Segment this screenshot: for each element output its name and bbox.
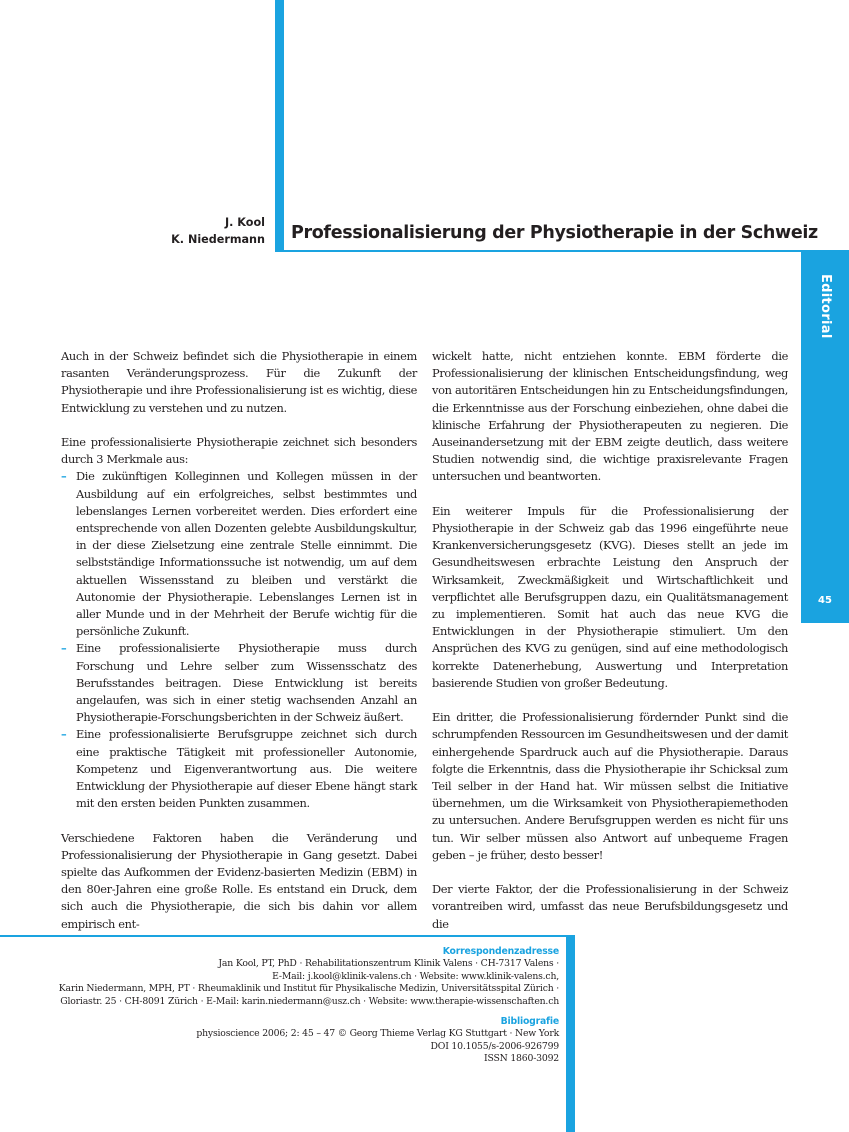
page-number: 45 <box>818 595 832 606</box>
dash-bullet-icon: – <box>61 727 67 742</box>
paragraph: Der vierte Faktor, der die Professionalisierung in der Schweiz vorantreiben wird, umfasst das neue Berufsbildungsgesetz und die <box>432 882 788 931</box>
paragraph: Eine professionalisierte Physiotherapie zeichnet sich besonders durch 3 Merkmale aus: <box>61 435 417 467</box>
list-item-text: Eine professionalisierte Berufsgruppe zeichnet sich durch eine praktische Tätigkeit mit professioneller Autonomie, Kompetenz und Eigenverantwortung aus. Die weitere Entwicklung der Physiotherapie auf dieser Ebene hängt stark mit den ersten beiden Punkten zusammen. <box>76 727 417 811</box>
author-name: K. Niedermann <box>171 233 265 246</box>
bibliography-line: DOI 10.1055/s-2006-926799 <box>430 1040 559 1052</box>
bullet-list <box>61 468 417 812</box>
bottom-vertical-accent-bar <box>566 935 575 1132</box>
paragraph: Verschiedene Faktoren haben die Veränderung und Professionalisierung der Physiotherapie in Gang gesetzt. Dabei spielte das Aufkommen der Evidenz-basierten Medizin (EBM) in den 80er-Jahren eine große Rolle. Es entstand ein Druck, dem sich auch die Physiotherapie, die sich bis dahin vor allem empirisch ent- <box>61 830 417 931</box>
top-vertical-accent-bar <box>275 0 284 252</box>
list-item <box>61 468 417 640</box>
author-name: J. Kool <box>225 216 265 229</box>
footer-info <box>40 946 559 1066</box>
correspondence-line: Gloriastr. 25 · CH-8091 Zürich · E-Mail: karin.niedermann@usz.ch · Website: www.therapie-wissenschaften.ch <box>60 995 559 1007</box>
list-item-text: Eine professionalisierte Physiotherapie muss durch Forschung und Lehre selber zum Wissensschatz des Berufsstandes beitragen. Diese Entwicklung ist bereits angelaufen, was sich in einer stetig wachsenden Anzahl an Physiotherapie-Forschungsberichten in der Schweiz äußert. <box>76 641 417 725</box>
correspondence-heading: Korrespondenzadresse <box>442 946 559 957</box>
bibliography-heading: Bibliografie <box>500 1016 559 1028</box>
paragraph: Ein weiterer Impuls für die Professionalisierung der Physiotherapie in der Schweiz gab das 1996 eingeführte neue Krankenversicherungsgesetz (KVG). Dieses stellt an jede im Gesundheitswesen erbrachte Leistung den Anspruch der Wirksamkeit, Zweckmäßigkeit und Wirtschaftlichkeit und verpflichtet alle Berufsgruppen dazu, ein Qualitätsmanagement zu implementieren. Somit hat auch das neue KVG die Entwicklungen in der Physiotherapie stimuliert. Um den Ansprüchen des KVG zu genügen, sind auf eine methodologisch korrekte Datenerhebung, Auswertung und Interpretation basierende Studien von großer Bedeutung. <box>432 503 788 690</box>
bibliography-line: ISSN 1860-3092 <box>484 1053 559 1065</box>
correspondence-line: E-Mail: j.kool@klinik-valens.ch · Website: www.klinik-valens.ch, <box>272 970 559 982</box>
correspondence-line: Jan Kool, PT, PhD · Rehabilitationszentrum Klinik Valens · CH-7317 Valens · <box>218 958 559 970</box>
paragraph: Auch in der Schweiz befindet sich die Physiotherapie in einem rasanten Veränderungsprozess. Für die Zukunft der Physiotherapie und ihre Professionalisierung ist es wichtig, diese Entwicklung zu verstehen und zu nutzen. <box>61 349 417 415</box>
article-title: Professionalisierung der Physiotherapie in der Schweiz <box>291 223 818 243</box>
list-item <box>61 640 417 726</box>
list-item-text: Die zukünftigen Kolleginnen und Kollegen müssen in der Ausbildung auf ein erfolgreiches, selbst bestimmtes und lebenslanges Lernen vorbereitet werden. Dies erfordert eine entsprechende von allen Dozenten gelebte Ausbildungskultur, in der diese Zielsetzung eine zentrale Stelle einnimmt. Die selbstständige Informationssuche ist notwendig, um auf dem aktuellen Wissensstand zu bleiben und verstärkt die Autonomie der Physiotherapie. Lebenslanges Lernen ist in aller Munde und in der Mehrheit der Berufe wichtig für die persönliche Zukunft. <box>76 469 417 639</box>
right-text-column <box>432 348 788 950</box>
list-item <box>61 726 417 812</box>
section-label: Editorial <box>818 274 833 339</box>
dash-bullet-icon: – <box>61 641 67 656</box>
section-tab <box>801 252 849 623</box>
author-list <box>171 214 265 248</box>
header-rule <box>275 250 849 252</box>
dash-bullet-icon: – <box>61 469 67 484</box>
left-text-column <box>61 348 417 950</box>
paragraph: wickelt hatte, nicht entziehen konnte. EBM förderte die Professionalisierung der klinischen Entscheidungsfindung, weg von autoritären Entscheidungen hin zu Entscheidungsfindungen, die Erkenntnisse aus der Forschung einbeziehen, ohne dabei die klinische Erfahrung der Physiotherapeuten zu negieren. Die Auseinandersetzung mit der EBM zeigte deutlich, dass weitere Studien notwendig sind, die wichtige praxisrelevante Fragen untersuchen und beantworten. <box>432 349 788 484</box>
bibliography-line: physioscience 2006; 2: 45 – 47 © Georg Thieme Verlag KG Stuttgart · New York <box>196 1028 559 1040</box>
correspondence-line: Karin Niedermann, MPH, PT · Rheumaklinik und Institut für Physikalische Medizin, Universitätsspital Zürich · <box>58 983 559 995</box>
paragraph: Ein dritter, die Professionalisierung fördernder Punkt sind die schrumpfenden Ressourcen im Gesundheitswesen und der damit einhergehende Spardruck auch auf die Physiotherapie. Daraus folgte die Erkenntnis, dass die Physiotherapie ihr Schicksal zum Teil selber in der Hand hat. Wir müssen selbst die Initiative übernehmen, um die Wirksamkeit von Physiotherapiemethoden zu untersuchen. Andere Berufsgruppen werden es nicht für uns tun. Wir selber müssen also Antwort auf unbequeme Fragen geben – je früher, desto besser! <box>432 710 788 862</box>
footer-rule <box>0 935 575 937</box>
